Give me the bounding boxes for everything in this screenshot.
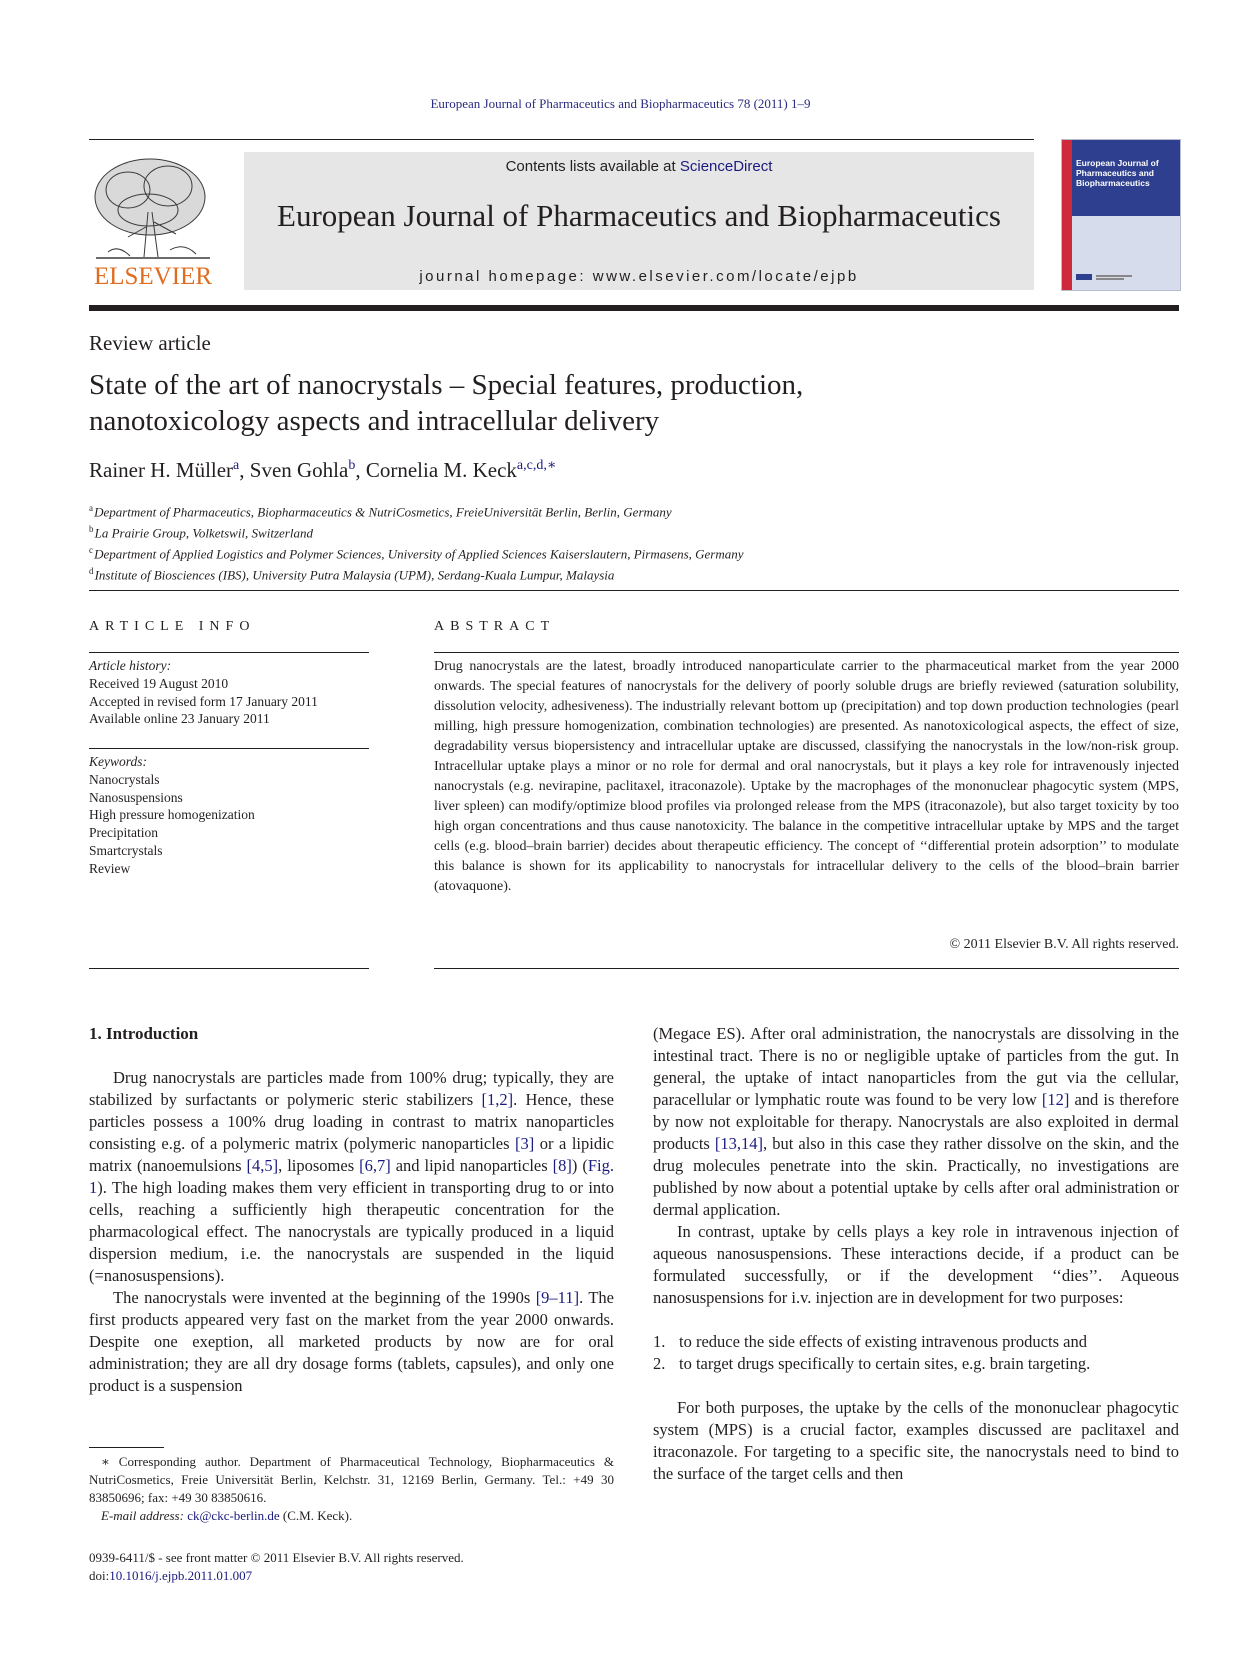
issn-line: 0939-6411/$ - see front matter © 2011 Elsevier B.V. All rights reserved. [89, 1550, 464, 1565]
affiliation-item [89, 563, 744, 584]
author-name: Sven Gohla [249, 458, 349, 482]
citation-link[interactable]: [8] [552, 1156, 572, 1175]
elsevier-tree-icon [88, 152, 218, 292]
keyword-item: Precipitation [89, 825, 158, 841]
author-affil-sup[interactable]: a [233, 458, 240, 473]
citation-link[interactable]: [1,2] [481, 1090, 514, 1109]
corresponding-author-footnote [89, 1453, 614, 1525]
paragraph-text: ). The high loading makes them very efficient in transporting drug to or into cells, reaching a sufficiently high therapeutic concentration for the pharmacological effect. The nanocrystals are typically produced in a liquid dispersion medium, i.e. the nanocrystals are suspended in the liquid (=nanosuspensions). [89, 1178, 614, 1285]
paragraph-text: and is therefore by now not exploitable for therapy. Nanocrystals are also exploited in dermal products [653, 1090, 1179, 1153]
article-type: Review article [89, 331, 211, 355]
author-name: Rainer H. Müller [89, 458, 234, 482]
paragraph-text: . Hence, these particles possess a 100% drug loading in contrast to matrix nanoparticles consisting e.g. of a polymeric matrix (polymeric nanoparticles [89, 1090, 614, 1153]
keywords [89, 753, 369, 878]
paragraph-text: The nanocrystals were invented at the beginning of the 1990s [113, 1288, 536, 1307]
abstract-bottom-rule [434, 968, 1179, 969]
affiliation-text: Department of Pharmaceutics, Biopharmaceutics & NutriCosmetics, FreieUniversität Berlin, Berlin, Germany [94, 504, 672, 520]
section-heading: 1. Introduction [89, 1024, 199, 1043]
footnote-rule [89, 1447, 164, 1448]
abstract-rule [434, 652, 1179, 653]
abstract-heading: ABSTRACT [434, 619, 556, 634]
keyword-item: Nanosuspensions [89, 789, 183, 805]
paragraph [653, 1221, 1179, 1309]
journal-cover-image [1061, 139, 1181, 291]
article-info-bottom-rule [89, 968, 369, 969]
citation-link[interactable]: [12] [1041, 1090, 1070, 1109]
author-separator: , [239, 458, 250, 482]
doi-line [89, 1567, 464, 1585]
article-info-rule [89, 652, 369, 653]
citation-link[interactable]: [3] [515, 1134, 535, 1153]
affiliation-text: La Prairie Group, Volketswil, Switzerland [94, 525, 313, 541]
paragraph [89, 1067, 614, 1287]
citation-link[interactable]: [6,7] [359, 1156, 391, 1175]
affiliations [89, 500, 744, 585]
email-label: E-mail address: [101, 1508, 184, 1523]
header-top-rule [89, 139, 1034, 140]
affiliation-sup: b [89, 524, 94, 535]
affiliation-sup: d [89, 566, 94, 577]
keyword-item: Nanocrystals [89, 771, 160, 787]
paragraph-text: and lipid nanoparticles [390, 1156, 553, 1175]
header-bottom-rule [89, 305, 1179, 311]
affiliations-rule [89, 590, 1179, 591]
email-link[interactable]: ck@ckc-berlin.de [187, 1508, 280, 1523]
history-accepted: Accepted in revised form 17 January 2011 [89, 693, 318, 709]
paragraph-text: (Megace ES). After oral administration, the nanocrystals are dissolving in the intestinal tract. There is no or negligible uptake of particles from the gut. In general, the uptake of intact nanoparticles from the gut via the cellular, paracellular or lymphatic route was found to be very low [653, 1024, 1179, 1109]
running-head: European Journal of Pharmaceutics and Biopharmaceutics 78 (2011) 1–9 [430, 96, 811, 111]
paragraph-text: For both purposes, the uptake by the cells of the mononuclear phagocytic system (MPS) is a crucial factor, examples discussed are paclitaxel and itraconazole. For targeting to a specific site, the nanocrystals need to bind to the surface of the target cells and then [653, 1398, 1179, 1483]
left-column [89, 1067, 614, 1397]
purpose-list [653, 1331, 1179, 1375]
doi-link[interactable]: 10.1016/j.ejpb.2011.01.007 [109, 1568, 253, 1583]
author-affil-sup[interactable]: a,c,d,∗ [516, 458, 557, 473]
sciencedirect-link[interactable]: ScienceDirect [679, 158, 773, 175]
email-suffix: (C.M. Keck). [282, 1508, 353, 1523]
affiliation-text: Department of Applied Logistics and Polymer Sciences, University of Applied Sciences Kaiserslautern, Pirmasens, Germany [94, 546, 744, 562]
abstract-text: Drug nanocrystals are the latest, broadly introduced nanoparticulate carrier to the pharmaceutical market from the year 2000 onwards. The special features of nanocrystals for the delivery of poorly soluble drugs are briefly reviewed (saturation solubility, dissolution velocity, adhesiveness). The industrially relevant bottom up (precipitation) and top down production technologies (pearl milling, high pressure homogenization, combination technologies) are presented. As nanotoxicological aspects, the effect of size, degradability versus biopersistency and intracellular uptake are discussed, classifying the nanocrystals in the low/non-risk group. Intracellular uptake plays a minor or no role for dermal and oral nanocrystals, but it plays a key role for intravenously injected nanocrystals (e.g. nevirapine, paclitaxel, itraconazole). Uptake by the macrophages of the mononuclear phagocytic system (MPS, liver spleen) can modify/optimize blood profiles via prolonged release from the MPS (itraconazole), but also target toxicity by too high organ concentrations and thus cause nanotoxicity. The balance in the competitive intracellular uptake by MPS and the target cells (e.g. blood–brain barrier) decides about therapeutic efficiency. The concept of ‘‘differential protein adsorption’’ to modulate this balance is shown for its applicability to nanocrystals for intracellular delivery to the cells of the blood–brain barrier (atovaquone). [434, 659, 1179, 894]
keyword-item: Smartcrystals [89, 842, 163, 858]
contents-prefix: Contents lists available at [505, 158, 676, 175]
citation-link[interactable]: [4,5] [246, 1156, 279, 1175]
list-number: 2. [653, 1354, 666, 1373]
abstract-copyright: © 2011 Elsevier B.V. All rights reserved. [949, 937, 1179, 952]
journal-homepage[interactable]: journal homepage: www.elsevier.com/locate/ejpb [419, 268, 859, 285]
cover-stripe [1062, 140, 1072, 290]
list-text: to reduce the side effects of existing intravenous products and [679, 1332, 1087, 1351]
right-column [653, 1023, 1179, 1485]
footnote-text: Corresponding author. Department of Pharmaceutical Technology, Biopharmaceutics & NutriCosmetics, Freie Universität Berlin, Kelchstr. 31, 12169 Berlin, Germany. Tel.: +49 30 83850696; fax: +49 30 83850616. [89, 1454, 614, 1505]
paragraph-text: Drug nanocrystals are particles made from 100% drug; typically, they are stabilized by surfactants or polymeric steric stabilizers [89, 1068, 614, 1109]
list-item [653, 1353, 1179, 1375]
elsevier-logo [88, 152, 218, 292]
journal-banner [244, 152, 1034, 290]
history-online: Available online 23 January 2011 [89, 711, 270, 727]
affiliation-text: Institute of Biosciences (IBS), University Putra Malaysia (UPM), Serdang-Kuala Lumpur, Malaysia [94, 567, 615, 583]
title-line-1: State of the art of nanocrystals – Special features, production, [89, 369, 804, 401]
paragraph [653, 1023, 1179, 1221]
affiliation-sup: a [89, 503, 93, 513]
affiliation-item [89, 500, 744, 521]
keywords-rule [89, 748, 369, 749]
list-item [653, 1331, 1179, 1353]
doi-label: doi: [89, 1568, 110, 1583]
affiliation-item [89, 542, 744, 563]
paragraph [89, 1287, 614, 1397]
citation-link[interactable]: [13,14] [714, 1134, 764, 1153]
paragraph-text: . The first products appeared very fast on the market from the year 2000 onwards. Despite one exeption, all marketed products by now are for oral administration; they are all dry dosage forms (tablets, capsules), and only one product is a suspension [89, 1288, 614, 1395]
footnote-marker: ∗ [101, 1454, 110, 1469]
citation-link[interactable]: Fig. 1 [89, 1156, 615, 1197]
cover-logo-icon [1076, 272, 1136, 284]
paragraph-text: or a lipidic matrix (nanoemulsions [89, 1134, 614, 1175]
title-line-2: nanotoxicology aspects and intracellular delivery [89, 405, 660, 437]
keyword-item: Review [89, 860, 131, 876]
list-number: 1. [653, 1332, 666, 1351]
article-history [89, 657, 369, 728]
paragraph-text: In contrast, uptake by cells plays a key role in intravenous injection of aqueous nanosuspensions. These interactions decide, if a product can be formulated successfully, or if the development ‘‘dies’’. Aqueous nanosuspensions for i.v. injection are in development for two purposes: [653, 1222, 1179, 1307]
citation-link[interactable]: [9–11] [535, 1288, 580, 1307]
author-affil-sup[interactable]: b [348, 458, 356, 473]
keyword-item: High pressure homogenization [89, 807, 255, 823]
affiliation-item [89, 521, 744, 542]
list-text: to target drugs specifically to certain sites, e.g. brain targeting. [679, 1354, 1091, 1373]
article-title [89, 367, 1089, 439]
keywords-label: Keywords: [89, 754, 147, 769]
paragraph-text: , but also in this case they rather dissolve on the skin, and the drug molecules penetrate into the skin. Practically, no investigations are published by now about a potential uptake by cells after oral administration or dermal application. [653, 1134, 1180, 1219]
paragraph-text: , liposomes [278, 1156, 360, 1175]
history-label: Article history: [89, 658, 172, 673]
history-received: Received 19 August 2010 [89, 675, 229, 691]
author-separator: , [355, 458, 366, 482]
contents-line [244, 158, 1034, 175]
author-list [89, 457, 556, 483]
elsevier-wordmark: ELSEVIER [93, 263, 213, 290]
journal-name: European Journal of Pharmaceutics and Biopharmaceutics [277, 198, 1001, 233]
affiliation-sup: c [89, 545, 93, 556]
cover-title: European Journal of Pharmaceutics and Biopharmaceutics [1076, 158, 1159, 188]
article-info-heading: ARTICLE INFO [89, 619, 256, 634]
paragraph-text: ) ( [571, 1156, 588, 1175]
paragraph [653, 1397, 1179, 1485]
page-footer [89, 1549, 464, 1585]
author-name: Cornelia M. Keck [365, 458, 517, 482]
